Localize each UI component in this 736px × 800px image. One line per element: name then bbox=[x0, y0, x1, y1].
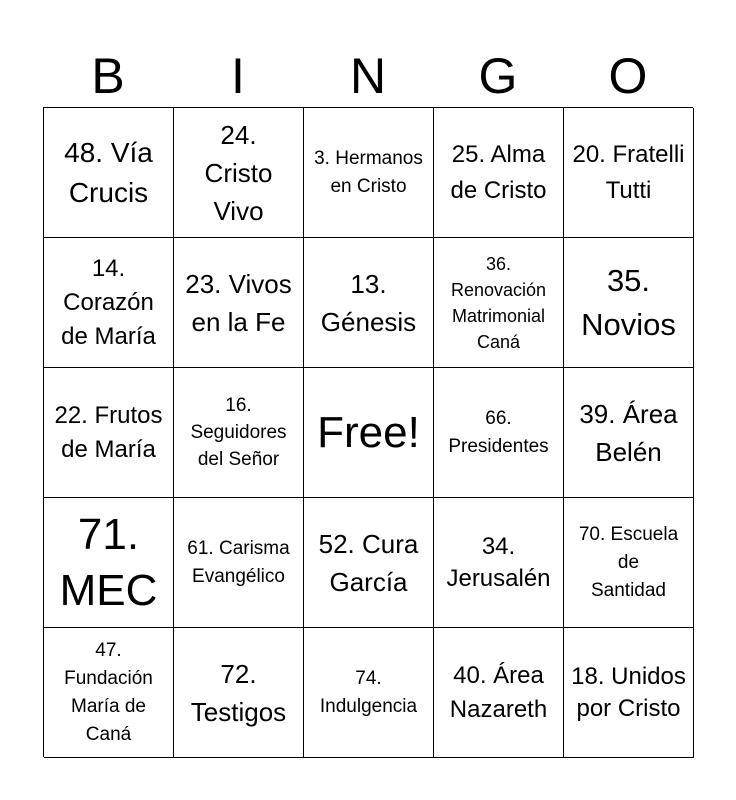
header-letter-g: G bbox=[478, 48, 518, 104]
cell-text: 14. Corazón de María bbox=[61, 254, 156, 350]
bingo-cell[interactable] bbox=[434, 628, 564, 758]
free-space-text: Free! bbox=[317, 407, 420, 457]
bingo-cell-free[interactable] bbox=[304, 368, 434, 498]
cell-text: 72. Testigos bbox=[190, 658, 287, 727]
header-letter-i: I bbox=[231, 48, 245, 104]
cell-text: 25. Alma de Cristo bbox=[450, 140, 547, 204]
bingo-cell[interactable] bbox=[174, 628, 304, 758]
cell-text: 47. Fundación María de Caná bbox=[64, 639, 153, 745]
cell-text: 16. Seguidores del Señor bbox=[190, 395, 287, 470]
bingo-cell[interactable] bbox=[434, 498, 564, 628]
cell-text: 40. Área Nazareth bbox=[449, 661, 548, 723]
bingo-cell[interactable] bbox=[44, 628, 174, 758]
cell-text: 71. MEC bbox=[59, 509, 158, 615]
cell-text: 20. Fratelli Tutti bbox=[572, 140, 685, 204]
cell-text: 70. Escuela de Santidad bbox=[578, 523, 679, 601]
cell-text: 48. Vía Crucis bbox=[64, 136, 153, 208]
bingo-cell[interactable] bbox=[304, 238, 434, 368]
bingo-cell[interactable] bbox=[174, 238, 304, 368]
bingo-cell[interactable] bbox=[304, 498, 434, 628]
bingo-cell[interactable] bbox=[564, 238, 694, 368]
bingo-cell[interactable] bbox=[564, 368, 694, 498]
cell-text: 66. Presidentes bbox=[448, 407, 549, 457]
bingo-cell[interactable] bbox=[564, 108, 694, 238]
header-letter-o: O bbox=[608, 48, 648, 104]
header-letter-b: B bbox=[91, 48, 125, 104]
bingo-cell[interactable] bbox=[44, 368, 174, 498]
bingo-cell[interactable] bbox=[434, 368, 564, 498]
cell-text: 3. Hermanos en Cristo bbox=[314, 147, 423, 197]
cell-text: 74. Indulgencia bbox=[319, 667, 418, 717]
bingo-cell[interactable] bbox=[304, 628, 434, 758]
cell-text: 18. Unidos por Cristo bbox=[571, 662, 686, 722]
cell-text: 23. Vivos en la Fe bbox=[185, 268, 292, 337]
cell-text: 24. Cristo Vivo bbox=[204, 119, 273, 226]
bingo-cell[interactable] bbox=[44, 108, 174, 238]
bingo-header bbox=[43, 44, 693, 108]
bingo-cell[interactable] bbox=[44, 498, 174, 628]
bingo-cell[interactable] bbox=[174, 368, 304, 498]
cell-text: 61. Carisma Evangélico bbox=[187, 537, 290, 587]
cell-text: 13. Génesis bbox=[320, 268, 417, 337]
header-letter-n: N bbox=[349, 48, 387, 104]
bingo-cell[interactable] bbox=[174, 108, 304, 238]
bingo-cell[interactable] bbox=[174, 498, 304, 628]
cell-text: 52. Cura García bbox=[318, 528, 419, 597]
bingo-cell[interactable] bbox=[44, 238, 174, 368]
bingo-card-grid bbox=[43, 107, 693, 757]
bingo-cell[interactable] bbox=[564, 628, 694, 758]
bingo-cell[interactable] bbox=[434, 238, 564, 368]
cell-text: 34. Jerusalén bbox=[446, 532, 551, 592]
cell-text: 22. Frutos de María bbox=[54, 401, 163, 463]
cell-text: 36. Renovación Matrimonial Caná bbox=[450, 253, 547, 352]
bingo-cell[interactable] bbox=[434, 108, 564, 238]
cell-text: 39. Área Belén bbox=[579, 398, 678, 467]
bingo-cell[interactable] bbox=[564, 498, 694, 628]
cell-text: 35. Novios bbox=[581, 262, 676, 342]
bingo-cell[interactable] bbox=[304, 108, 434, 238]
